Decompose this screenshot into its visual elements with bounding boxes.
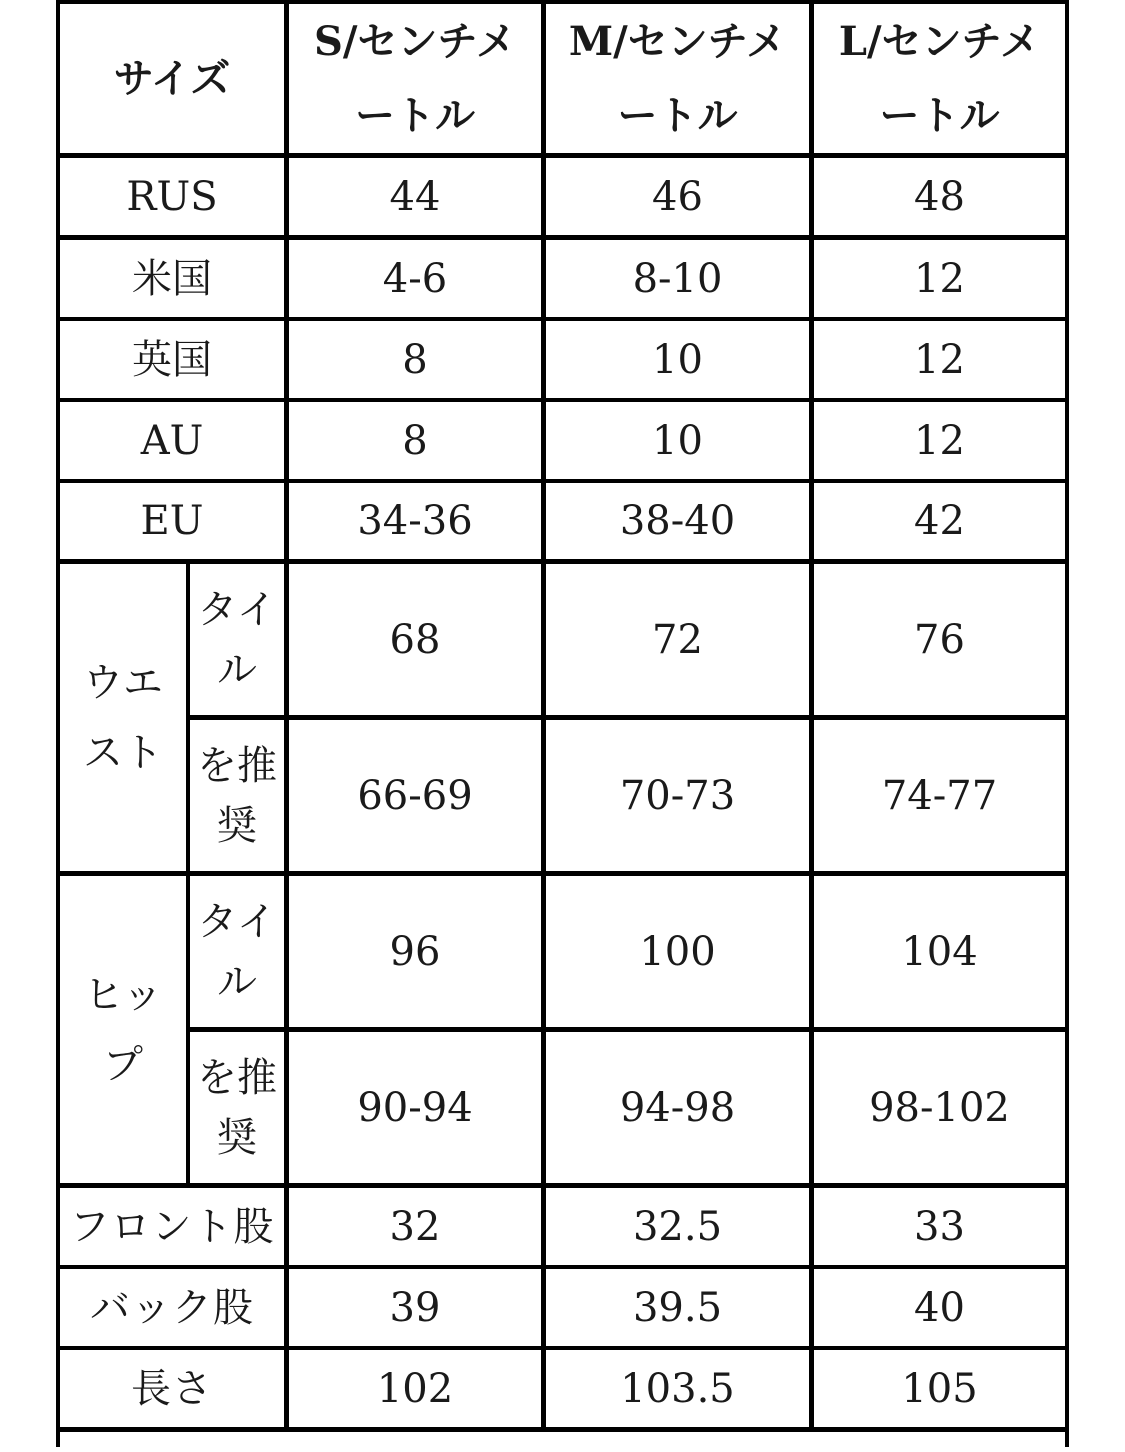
group-label-waist: ウエ スト: [60, 564, 186, 871]
cell-back-rise-l: 40: [814, 1269, 1065, 1346]
sublabel-waist-tile: タイ ル: [190, 564, 284, 715]
cell-uk-s: 8: [289, 321, 541, 398]
cell-hip-rec-l: 98-102: [814, 1032, 1065, 1183]
cell-waist-rec-s: 66-69: [289, 720, 541, 871]
cell-au-l: 12: [814, 402, 1065, 479]
cell-back-rise-m: 39.5: [546, 1269, 809, 1346]
cell-back-rise-s: 39: [289, 1269, 541, 1346]
table-row-cutoff: [60, 1432, 1065, 1452]
cell-length-s: 102: [289, 1350, 541, 1427]
sublabel-hip-recommended: を推 奨: [190, 1032, 284, 1183]
sublabel-hip-tile: タイ ル: [190, 876, 284, 1027]
row-label-uk: 英国: [60, 321, 284, 398]
cell-uk-l: 12: [814, 321, 1065, 398]
cell-eu-m: 38-40: [546, 483, 809, 559]
header-size: サイズ: [60, 4, 284, 153]
cell-eu-s: 34-36: [289, 483, 541, 559]
cell-hip-rec-m: 94-98: [546, 1032, 809, 1183]
cell-waist-tile-s: 68: [289, 564, 541, 715]
row-label-back-rise: バック股: [60, 1269, 284, 1346]
cell-waist-rec-l: 74-77: [814, 720, 1065, 871]
header-s-cm: S/センチメ ートル: [289, 4, 541, 153]
cell-us-l: 12: [814, 240, 1065, 317]
cell-waist-tile-l: 76: [814, 564, 1065, 715]
cell-hip-tile-s: 96: [289, 876, 541, 1027]
size-chart-table: [56, 0, 1069, 1447]
row-label-front-rise: フロント股: [60, 1188, 284, 1265]
group-label-hip: ヒッ プ: [60, 876, 186, 1183]
row-label-eu: EU: [60, 483, 284, 559]
header-m-cm: M/センチメ ートル: [546, 4, 809, 153]
cell-front-rise-s: 32: [289, 1188, 541, 1265]
row-label-us: 米国: [60, 240, 284, 317]
sublabel-waist-recommended: を推 奨: [190, 720, 284, 871]
cell-eu-l: 42: [814, 483, 1065, 559]
cell-length-l: 105: [814, 1350, 1065, 1427]
cell-hip-rec-s: 90-94: [289, 1032, 541, 1183]
cell-us-m: 8-10: [546, 240, 809, 317]
cell-hip-tile-m: 100: [546, 876, 809, 1027]
header-l-cm: L/センチメ ートル: [814, 4, 1065, 153]
cell-rus-l: 48: [814, 158, 1065, 235]
cell-au-s: 8: [289, 402, 541, 479]
row-label-au: AU: [60, 402, 284, 479]
cell-uk-m: 10: [546, 321, 809, 398]
cell-front-rise-m: 32.5: [546, 1188, 809, 1265]
row-label-length: 長さ: [60, 1350, 284, 1427]
cell-rus-s: 44: [289, 158, 541, 235]
row-label-rus: RUS: [60, 158, 284, 235]
cell-waist-tile-m: 72: [546, 564, 809, 715]
cell-length-m: 103.5: [546, 1350, 809, 1427]
cell-front-rise-l: 33: [814, 1188, 1065, 1265]
cell-waist-rec-m: 70-73: [546, 720, 809, 871]
cell-hip-tile-l: 104: [814, 876, 1065, 1027]
cell-au-m: 10: [546, 402, 809, 479]
cell-us-s: 4-6: [289, 240, 541, 317]
cell-rus-m: 46: [546, 158, 809, 235]
